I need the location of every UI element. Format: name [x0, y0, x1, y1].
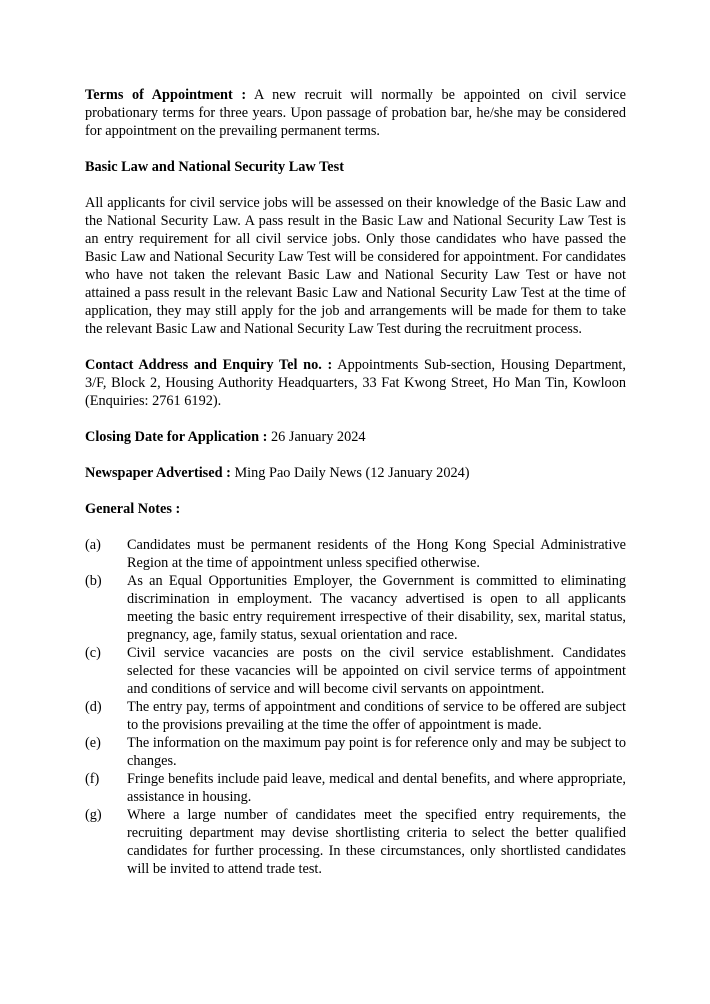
document-page	[85, 86, 626, 878]
blnsl-text: All applicants for civil service jobs will be assessed on their knowledge of the Basic Law and the National Security Law. A pass result in the Basic Law and National Security Law Test is an entry requirement for all civil service jobs. Only those candidates who have passed the Basic Law and National Security Law Test will be considered for appointment. For candidates who have not taken the relevant Basic Law and National Security Law Test or have not attained a pass result in the relevant Basic Law and National Security Law Test at the time of application, they may still apply for the job and arrangements will be made for them to take the relevant Basic Law and National Security Law Test during the recruitment process.	[85, 195, 626, 337]
contact-text: Appointments Sub-section, Housing Department, 3/F, Block 2, Housing Authority Headquarters, 33 Fat Kwong Street, Ho Man Tin, Kowloon (Enquiries: 2761 6192).	[85, 357, 626, 409]
note-label: (g)	[85, 807, 102, 823]
newspaper-heading: Newspaper Advertised :	[85, 465, 231, 481]
note-label: (a)	[85, 537, 101, 553]
note-label: (e)	[85, 735, 101, 751]
note-item	[85, 806, 626, 878]
note-text: The entry pay, terms of appointment and conditions of service to be offered are subject to the provisions prevailing at the time the offer of appointment is made.	[127, 699, 626, 733]
closing-date: 26 January 2024	[271, 429, 366, 445]
contact-heading: Contact Address and Enquiry Tel no. :	[85, 357, 333, 373]
general-notes-list	[85, 536, 626, 878]
newspaper-paragraph	[85, 464, 626, 482]
note-text: Fringe benefits include paid leave, medical and dental benefits, and where appropriate, assistance in housing.	[127, 771, 626, 805]
terms-paragraph	[85, 86, 626, 140]
contact-paragraph	[85, 356, 626, 410]
note-item	[85, 536, 626, 572]
note-text: Where a large number of candidates meet the specified entry requirements, the recruiting department may devise shortlisting criteria to select the better qualified candidates for further processing. In these circumstances, only shortlisted candidates will be invited to attend trade test.	[127, 807, 626, 877]
note-text: Candidates must be permanent residents of the Hong Kong Special Administrative Region at the time of appointment unless specified otherwise.	[127, 537, 626, 571]
newspaper-text: Ming Pao Daily News (12 January 2024)	[234, 465, 470, 481]
closing-paragraph	[85, 428, 626, 446]
notes-heading-line	[85, 500, 626, 518]
note-label: (c)	[85, 645, 101, 661]
blnsl-heading: Basic Law and National Security Law Test	[85, 159, 344, 175]
note-item	[85, 734, 626, 770]
note-label: (f)	[85, 771, 100, 787]
note-label: (d)	[85, 699, 102, 715]
blnsl-heading-line	[85, 158, 626, 176]
note-item	[85, 572, 626, 644]
terms-text: A new recruit will normally be appointed on civil service probationary terms for three years. Upon passage of probation bar, he/she may be considered for appointment on the prevailing permanent terms.	[85, 87, 626, 139]
terms-heading: Terms of Appointment :	[85, 87, 247, 103]
note-text: As an Equal Opportunities Employer, the Government is committed to eliminating discrimination in employment. The vacancy advertised is open to all applicants meeting the basic entry requirement irrespective of their disability, sex, marital status, pregnancy, age, family status, sexual orientation and race.	[127, 573, 626, 643]
note-item	[85, 644, 626, 698]
note-item	[85, 770, 626, 806]
note-text: Civil service vacancies are posts on the civil service establishment. Candidates selected for these vacancies will be appointed on civil service terms of appointment and conditions of service and will become civil servants on appointment.	[127, 645, 626, 697]
closing-heading: Closing Date for Application :	[85, 429, 268, 445]
notes-heading: General Notes :	[85, 501, 181, 517]
note-label: (b)	[85, 573, 102, 589]
note-text: The information on the maximum pay point is for reference only and may be subject to changes.	[127, 735, 626, 769]
note-item	[85, 698, 626, 734]
